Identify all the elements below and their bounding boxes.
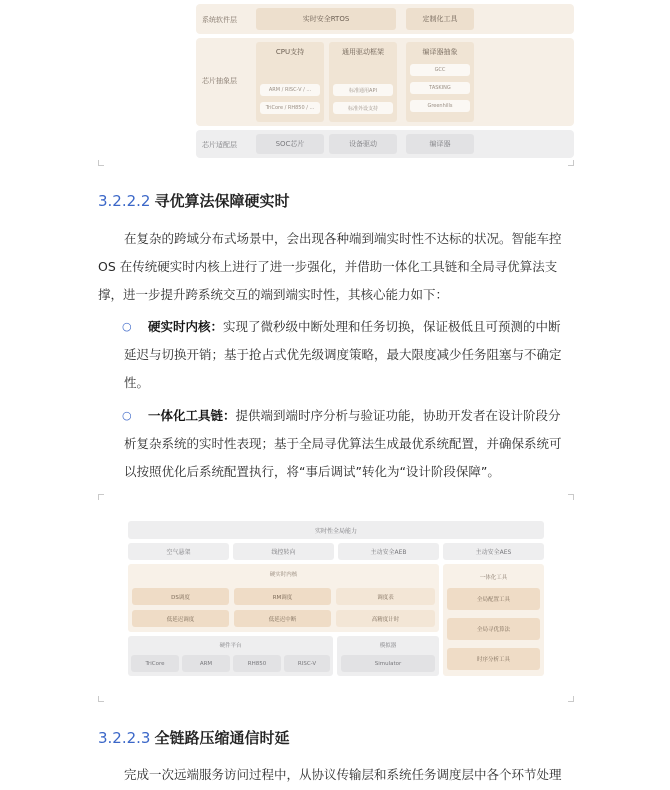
figure-corner-mark xyxy=(568,160,574,166)
kernel-cell: 低延迟调度 xyxy=(132,610,229,627)
bullet-line: 性。 xyxy=(124,375,150,390)
figure-corner-mark xyxy=(568,494,574,500)
layer-label: 芯片抽象层 xyxy=(202,77,237,85)
bullet-term: 硬实时内核： xyxy=(148,319,224,334)
panel-title: 通用驱动框架 xyxy=(342,48,384,56)
compiler-item: Greenhills xyxy=(410,100,470,112)
paragraph-line: 在复杂的跨域分布式场景中，会出现各种端到端实时性不达标的状况。智能车控 xyxy=(124,231,562,246)
bullet-text: 实现了微秒级中断处理和任务切换，保证极低且可预测的中断 xyxy=(223,319,561,334)
kernel-cell: RM调度 xyxy=(234,588,331,605)
paragraph-line: 完成一次远端服务访问过程中，从协议传输层和系统任务调度层中各个环节处理 xyxy=(124,767,562,782)
bullet-line: 析复杂系统的实时性表现；基于全局寻优算法生成最优系统配置，并确保系统可 xyxy=(124,436,562,451)
system-software-layer xyxy=(196,4,574,34)
tools-box: 定制化工具 xyxy=(406,8,474,30)
chip-abstraction-layer xyxy=(196,38,574,126)
bullet-icon: ○ xyxy=(122,320,132,333)
toolchain-cell: 全局寻优算法 xyxy=(447,618,540,640)
section-number: 3.2.2.2 xyxy=(98,192,151,210)
soc-chip-box: SOC芯片 xyxy=(256,134,324,154)
simulator-cell: Simulator xyxy=(341,655,435,672)
panel-title: 硬件平台 xyxy=(219,643,242,649)
app-box: 线控转向 xyxy=(233,543,334,560)
cpu-item: TriCore / RH850 / ... xyxy=(260,102,320,114)
bullet-line: 以按照优化后系统配置执行，将“事后调试”转化为“设计阶段保障”。 xyxy=(124,464,500,479)
realtime-capability-title: 实时性全局能力 xyxy=(128,521,544,539)
compiler-item: GCC xyxy=(410,64,470,76)
section-heading xyxy=(98,190,290,211)
rtos-box: 实时安全RTOS xyxy=(256,8,396,30)
bullet-line xyxy=(148,402,561,430)
panel-title: CPU支持 xyxy=(275,48,305,56)
bullet-line xyxy=(148,313,561,341)
cpu-item: ARM / RISC-V / ... xyxy=(260,84,320,96)
driver-item: 标准通用API xyxy=(333,84,393,96)
device-driver-box: 设备驱动 xyxy=(329,134,397,154)
panel-title: 模拟器 xyxy=(379,643,397,649)
toolchain-cell: 时序分析工具 xyxy=(447,648,540,670)
figure-corner-mark xyxy=(568,696,574,702)
compiler-item: TASKING xyxy=(410,82,470,94)
bullet-term: 一体化工具链： xyxy=(148,408,236,423)
bullet-text: 提供端到端时序分析与验证功能，协助开发者在设计阶段分 xyxy=(235,408,561,423)
paragraph-line: OS 在传统硬实时内核上进行了进一步强化，并借助一体化工具链和全局寻优算法支 xyxy=(98,259,558,274)
bullet-line: 延迟与切换开销；基于抢占式优先级调度策略，最大限度减少任务阻塞与不确定 xyxy=(124,347,562,362)
hardware-cell: RISC-V xyxy=(284,655,330,672)
panel-title: 一体化工具 xyxy=(479,575,508,581)
hardware-cell: RH850 xyxy=(233,655,281,672)
kernel-cell: 调度表 xyxy=(336,588,435,605)
panel-title: 编译器抽象 xyxy=(422,48,458,56)
panel-title: 硬实时内核 xyxy=(269,572,298,578)
kernel-cell: 低延迟中断 xyxy=(234,610,331,627)
hardware-cell: ARM xyxy=(182,655,230,672)
app-box: 空气悬架 xyxy=(128,543,229,560)
figure-corner-mark xyxy=(98,160,104,166)
bullet-icon: ○ xyxy=(122,409,132,422)
toolchain-cell: 全局配置工具 xyxy=(447,588,540,610)
section-number: 3.2.2.3 xyxy=(98,729,151,747)
kernel-cell: 高精度计时 xyxy=(336,610,435,627)
layer-label: 芯片适配层 xyxy=(202,141,237,149)
driver-item: 标准外设支持 xyxy=(333,102,393,114)
architecture-figure-1 xyxy=(98,0,574,166)
section-heading xyxy=(98,727,290,748)
figure-corner-mark xyxy=(98,494,104,500)
figure-corner-mark xyxy=(98,696,104,702)
hardware-cell: TriCore xyxy=(131,655,179,672)
compiler-box: 编译器 xyxy=(406,134,474,154)
chip-adaptation-layer xyxy=(196,130,574,158)
kernel-cell: DS调度 xyxy=(132,588,229,605)
app-box: 主动安全AES xyxy=(443,543,544,560)
section-title: 全链路压缩通信时延 xyxy=(154,729,290,747)
paragraph-line: 撑，进一步提升跨系统交互的端到端实时性，其核心能力如下： xyxy=(98,287,449,302)
section-title: 寻优算法保障硬实时 xyxy=(154,192,290,210)
app-box: 主动安全AEB xyxy=(338,543,439,560)
layer-label: 系统软件层 xyxy=(202,16,237,24)
